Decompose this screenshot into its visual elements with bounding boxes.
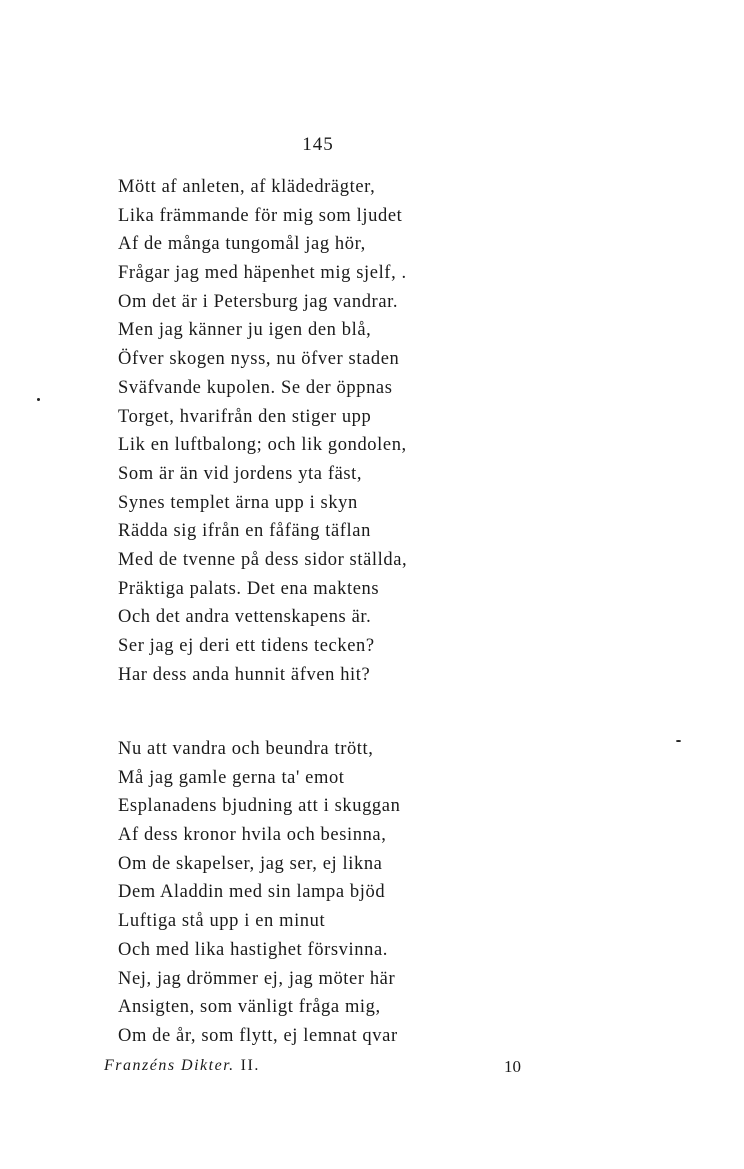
verse-line: Med de tvenne på dess sidor ställda, — [118, 549, 408, 570]
verse-line: Torget, hvarifrån den stiger upp — [118, 406, 372, 427]
scan-speck — [676, 740, 681, 742]
verse-line: Sväfvande kupolen. Se der öppnas — [118, 377, 393, 398]
verse-line: Och med lika hastighet försvinna. — [118, 939, 389, 960]
verse-line: Må jag gamle gerna ta' emot — [118, 767, 345, 788]
verse-line: Och det andra vettenskapens är. — [118, 607, 372, 628]
verse-line: Om de år, som flytt, ej lemnat qvar — [118, 1025, 398, 1046]
verse-line: Nej, jag drömmer ej, jag möter här — [118, 968, 396, 989]
verse-line: Synes templet ärna upp i skyn — [118, 492, 358, 513]
verse-line: Ser jag ej deri ett tidens tecken? — [118, 636, 375, 656]
book-title: Franzéns Dikter. — [104, 1057, 235, 1074]
volume-number: II. — [240, 1057, 260, 1074]
verse-line: Om det är i Petersburg jag vandrar. — [118, 291, 399, 312]
signature-mark: 10 — [504, 1057, 521, 1076]
verse-line: Om de skapelser, jag ser, ej likna — [118, 853, 383, 874]
stanza-2 — [118, 735, 400, 1051]
verse-line: Präktiga palats. Det ena maktens — [118, 578, 380, 599]
verse-line: Nu att vandra och beundra trött, — [118, 739, 374, 759]
verse-line: Rädda sig ifrån en fåfäng täflan — [118, 521, 371, 542]
scan-speck — [37, 398, 40, 401]
verse-line: Som är än vid jordens yta fäst, — [118, 463, 363, 484]
stanza-1 — [118, 173, 407, 689]
verse-line: Öfver skogen nyss, nu öfver staden — [118, 349, 400, 370]
verse-line: Af de många tungomål jag hör, — [118, 234, 366, 255]
verse-line: Ansigten, som vänligt fråga mig, — [118, 997, 381, 1018]
verse-line: Dem Aladdin med sin lampa bjöd — [118, 882, 386, 903]
verse-line: Frågar jag med häpenhet mig sjelf, . — [118, 263, 407, 284]
verse-line: Har dess anda hunnit äfven hit? — [118, 664, 371, 685]
footer-book-title — [104, 1057, 260, 1075]
verse-line: Mött af anleten, af klädedrägter, — [118, 177, 376, 197]
page-number: 145 — [302, 134, 334, 155]
verse-line: Luftiga stå upp i en minut — [118, 911, 326, 932]
verse-line: Lik en luftbalong; och lik gondolen, — [118, 435, 407, 456]
verse-line: Men jag känner ju igen den blå, — [118, 320, 372, 341]
verse-line: Esplanadens bjudning att i skuggan — [118, 796, 401, 817]
verse-line: Lika främmande för mig som ljudet — [118, 205, 403, 226]
verse-line: Af dess kronor hvila och besinna, — [118, 825, 387, 846]
